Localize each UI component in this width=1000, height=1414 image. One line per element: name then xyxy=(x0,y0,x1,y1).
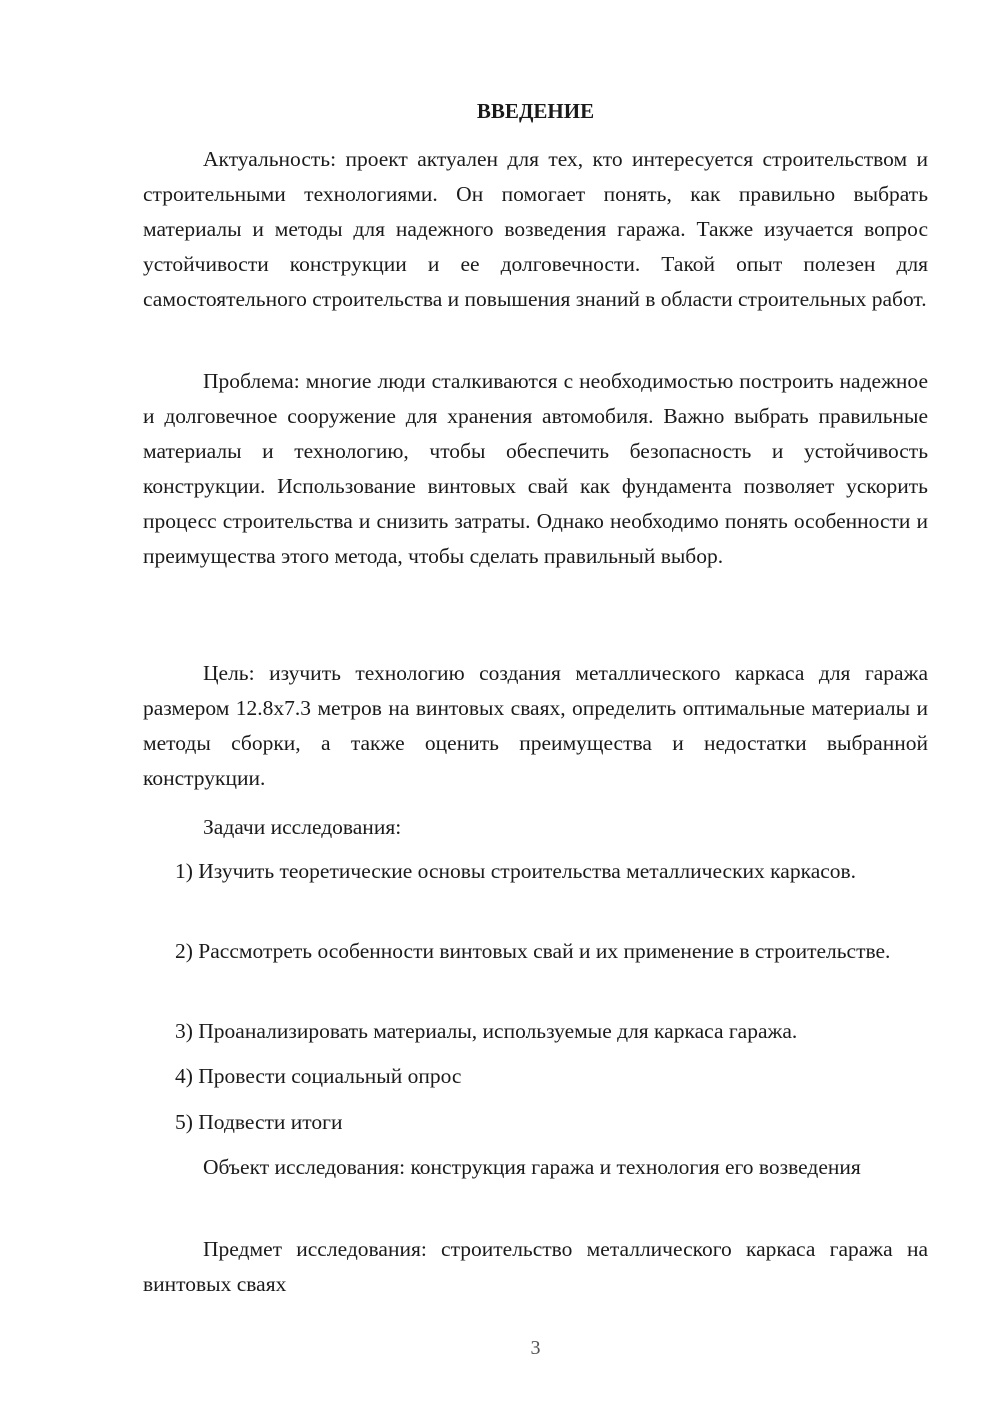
goal-paragraph: Цель: изучить технологию создания металлического каркаса для гаража размером 12.8х7.3 метров на винтовых сваях, определить оптимальные материалы и методы сборки, а также оценить преимущества и недостатки выбранной конструкции. xyxy=(143,661,928,790)
page-title: ВВЕДЕНИЕ xyxy=(476,99,595,123)
document-page xyxy=(143,0,928,1414)
task-item-2: 2) Рассмотреть особенности винтовых свай и их применение в строительстве. xyxy=(175,939,891,963)
problem-paragraph: Проблема: многие люди сталкиваются с необходимостью построить надежное и долговечное сооружение для хранения автомобиля. Важно выбрать правильные материалы и технологию, чтобы обеспечить безопасность и устойчивость конструкции. Использование винтовых свай как фундамента позволяет ускорить процесс строительства и снизить затраты. Однако необходимо понять особенности и преимущества этого метода, чтобы сделать правильный выбор. xyxy=(143,369,928,568)
object-paragraph: Объект исследования: конструкция гаража и технология его возведения xyxy=(203,1155,861,1179)
task-item-3: 3) Проанализировать материалы, используемые для каркаса гаража. xyxy=(175,1019,798,1043)
tasks-heading: Задачи исследования: xyxy=(203,815,402,839)
subject-paragraph: Предмет исследования: строительство металлического каркаса гаража на винтовых сваях xyxy=(143,1237,928,1296)
task-item-1: 1) Изучить теоретические основы строительства металлических каркасов. xyxy=(175,859,857,883)
page-number: 3 xyxy=(530,1337,541,1359)
relevance-paragraph: Актуальность: проект актуален для тех, кто интересуется строительством и строительными технологиями. Он помогает понять, как правильно выбрать материалы и методы для надежного возведения гаража. Также изучается вопрос устойчивости конструкции и ее долговечности. Такой опыт полезен для самостоятельного строительства и повышения знаний в области строительных работ. xyxy=(143,147,928,311)
task-item-5: 5) Подвести итоги xyxy=(175,1110,343,1134)
task-item-4: 4) Провести социальный опрос xyxy=(175,1064,462,1088)
